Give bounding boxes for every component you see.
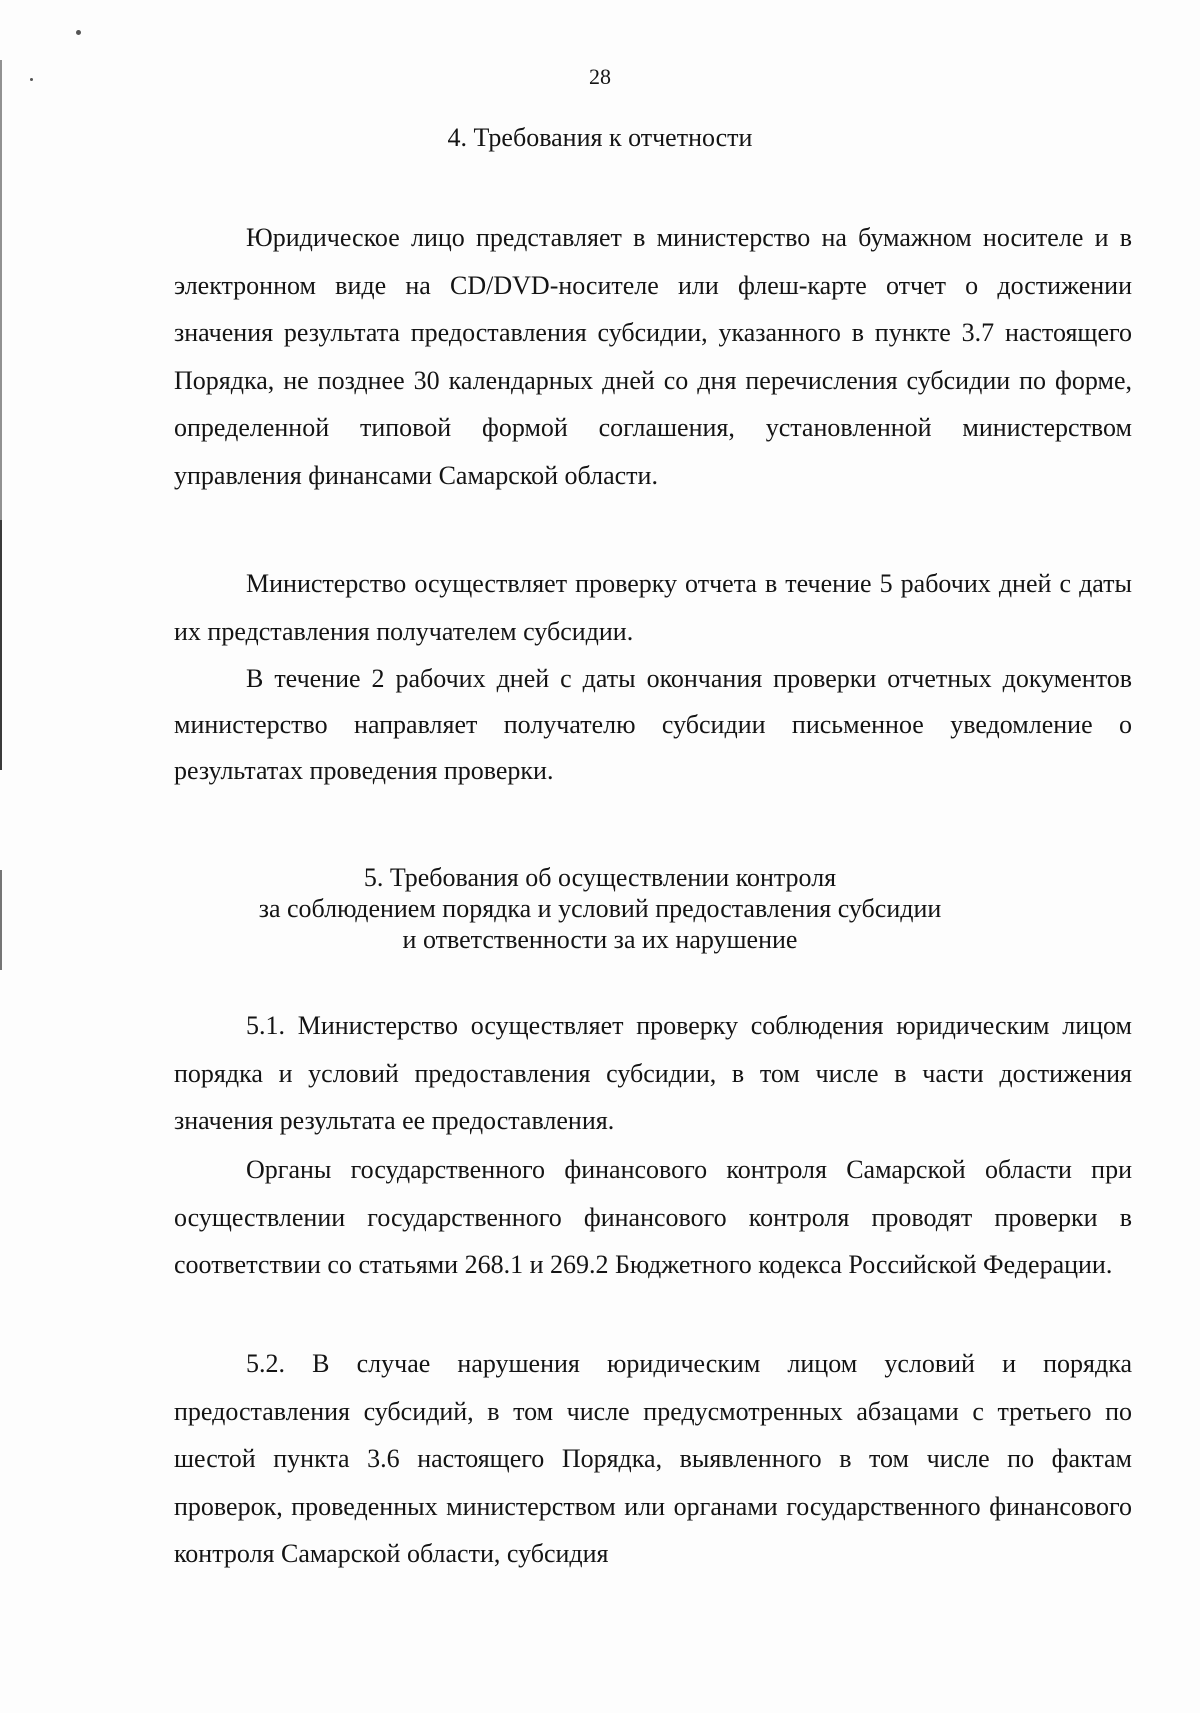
scan-speck	[76, 30, 81, 35]
section-5-title-line-1: 5. Требования об осуществлении контроля	[363, 863, 837, 892]
section-4-paragraph-3: В течение 2 рабочих дней с даты окончания проверки отчетных документов министерство направляет получателю субсидии письменное уведомление о результатах проведения проверки.	[174, 664, 1132, 785]
section-4-title: 4. Требования к отчетности	[447, 123, 753, 152]
section-5-paragraph-3: 5.2. В случае нарушения юридическим лицом условий и порядка предоставления субсидий, в том числе предусмотренных абзацами с третьего по шестой пункта 3.6 настоящего Порядка, выявленного в том числе по фактам проверок, проведенных министерством или органами государственного финансового контроля Самарской области, субсидия	[174, 1349, 1132, 1568]
section-5-title-line-3: и ответственности за их нарушение	[402, 925, 798, 954]
section-4-paragraph-2: Министерство осуществляет проверку отчета в течение 5 рабочих дней с даты их представления получателем субсидии.	[174, 569, 1132, 646]
section-5-paragraph-2: Органы государственного финансового контроля Самарской области при осуществлении государственного финансового контроля проводят проверки в соответствии со статьями 268.1 и 269.2 Бюджетного кодекса Российской Федерации.	[174, 1155, 1132, 1279]
page-number: 28	[589, 64, 611, 89]
section-5-paragraph-1: 5.1. Министерство осуществляет проверку соблюдения юридическим лицом порядка и условий предоставления субсидии, в том числе в части достижения значения результата ее предоставления.	[174, 1011, 1132, 1135]
scan-edge-line	[0, 520, 2, 770]
section-4-paragraph-1: Юридическое лицо представляет в министерство на бумажном носителе и в электронном виде на CD/DVD-носителе или флеш-карте отчет о достижении значения результата предоставления субсидии, указанного в пункте 3.7 настоящего Порядка, не позднее 30 календарных дней со дня перечисления субсидии по форме, определенной типовой формой соглашения, установленной министерством управления финансами Самарской области.	[174, 223, 1132, 490]
section-5-title	[0, 862, 1200, 955]
section-5-title-line-2: за соблюдением порядка и условий предоставления субсидии	[258, 894, 942, 923]
